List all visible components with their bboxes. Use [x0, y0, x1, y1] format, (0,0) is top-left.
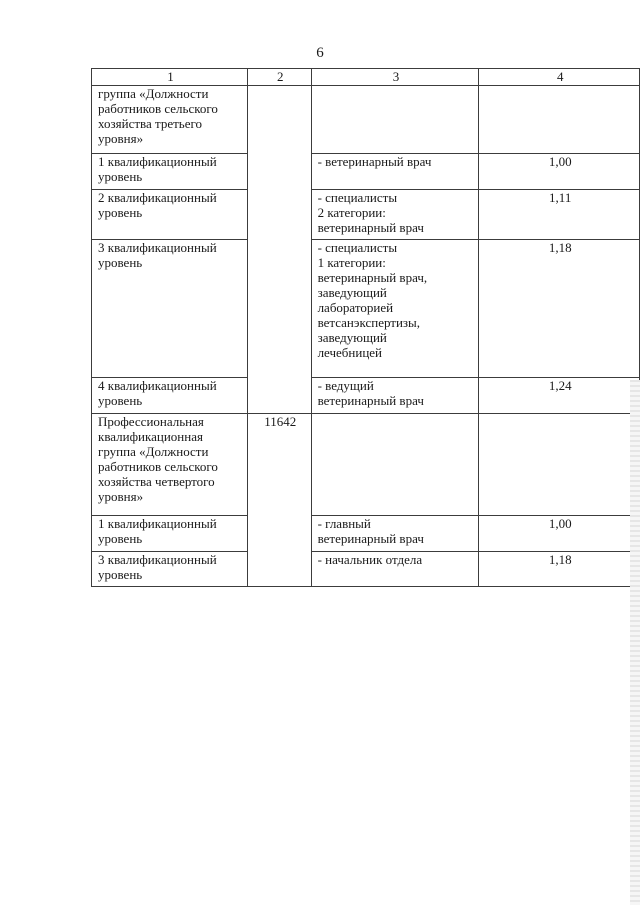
position-cell — [311, 414, 479, 516]
table-header-row — [92, 69, 640, 86]
coefficient-cell: 1,18 — [479, 552, 640, 587]
header-col-2: 2 — [247, 69, 311, 86]
table-row — [92, 516, 640, 552]
group-code-cell: 11642 — [247, 414, 311, 587]
level-cell: 2 квалификационный уровень — [92, 190, 248, 240]
table-row — [92, 240, 640, 378]
level-cell: 4 квалификационный уровень — [92, 378, 248, 414]
position-cell: - главный ветеринарный врач — [311, 516, 479, 552]
position-cell: - начальник отдела — [311, 552, 479, 587]
table-row — [92, 378, 640, 414]
coefficient-cell: 1,00 — [479, 154, 640, 190]
position-cell: - ведущий ветеринарный врач — [311, 378, 479, 414]
group-code-cell — [247, 86, 311, 414]
header-col-3: 3 — [311, 69, 479, 86]
position-cell — [311, 86, 479, 154]
coefficient-cell: 1,18 — [479, 240, 640, 378]
position-cell: - ветеринарный врач — [311, 154, 479, 190]
level-cell: 3 квалификационный уровень — [92, 552, 248, 587]
coefficient-cell: 1,00 — [479, 516, 640, 552]
header-col-4: 4 — [479, 69, 640, 86]
table-row — [92, 86, 640, 154]
level-cell: 1 квалификационный уровень — [92, 154, 248, 190]
group-name-cell: группа «Должности работников сельского хозяйства третьего уровня» — [92, 86, 248, 154]
coefficient-cell — [479, 414, 640, 516]
position-cell: - специалисты 2 категории: ветеринарный врач — [311, 190, 479, 240]
coefficient-cell: 1,11 — [479, 190, 640, 240]
coefficient-cell: 1,24 — [479, 378, 640, 414]
header-col-1: 1 — [92, 69, 248, 86]
level-cell: 3 квалификационный уровень — [92, 240, 248, 378]
page-number: 6 — [316, 45, 324, 61]
level-cell: 1 квалификационный уровень — [92, 516, 248, 552]
table-row — [92, 190, 640, 240]
table-row — [92, 552, 640, 587]
position-cell: - специалисты 1 категории: ветеринарный врач, заведующий лабораторией ветсанэкспертизы, заведующий лечебницей — [311, 240, 479, 378]
qualification-table — [91, 68, 640, 587]
group-name-cell: Профессиональная квалификационная группа «Должности работников сельского хозяйства четвертого уровня» — [92, 414, 248, 516]
table-row — [92, 414, 640, 516]
coefficient-cell — [479, 86, 640, 154]
table-row — [92, 154, 640, 190]
scan-edge-artifact — [630, 380, 640, 905]
